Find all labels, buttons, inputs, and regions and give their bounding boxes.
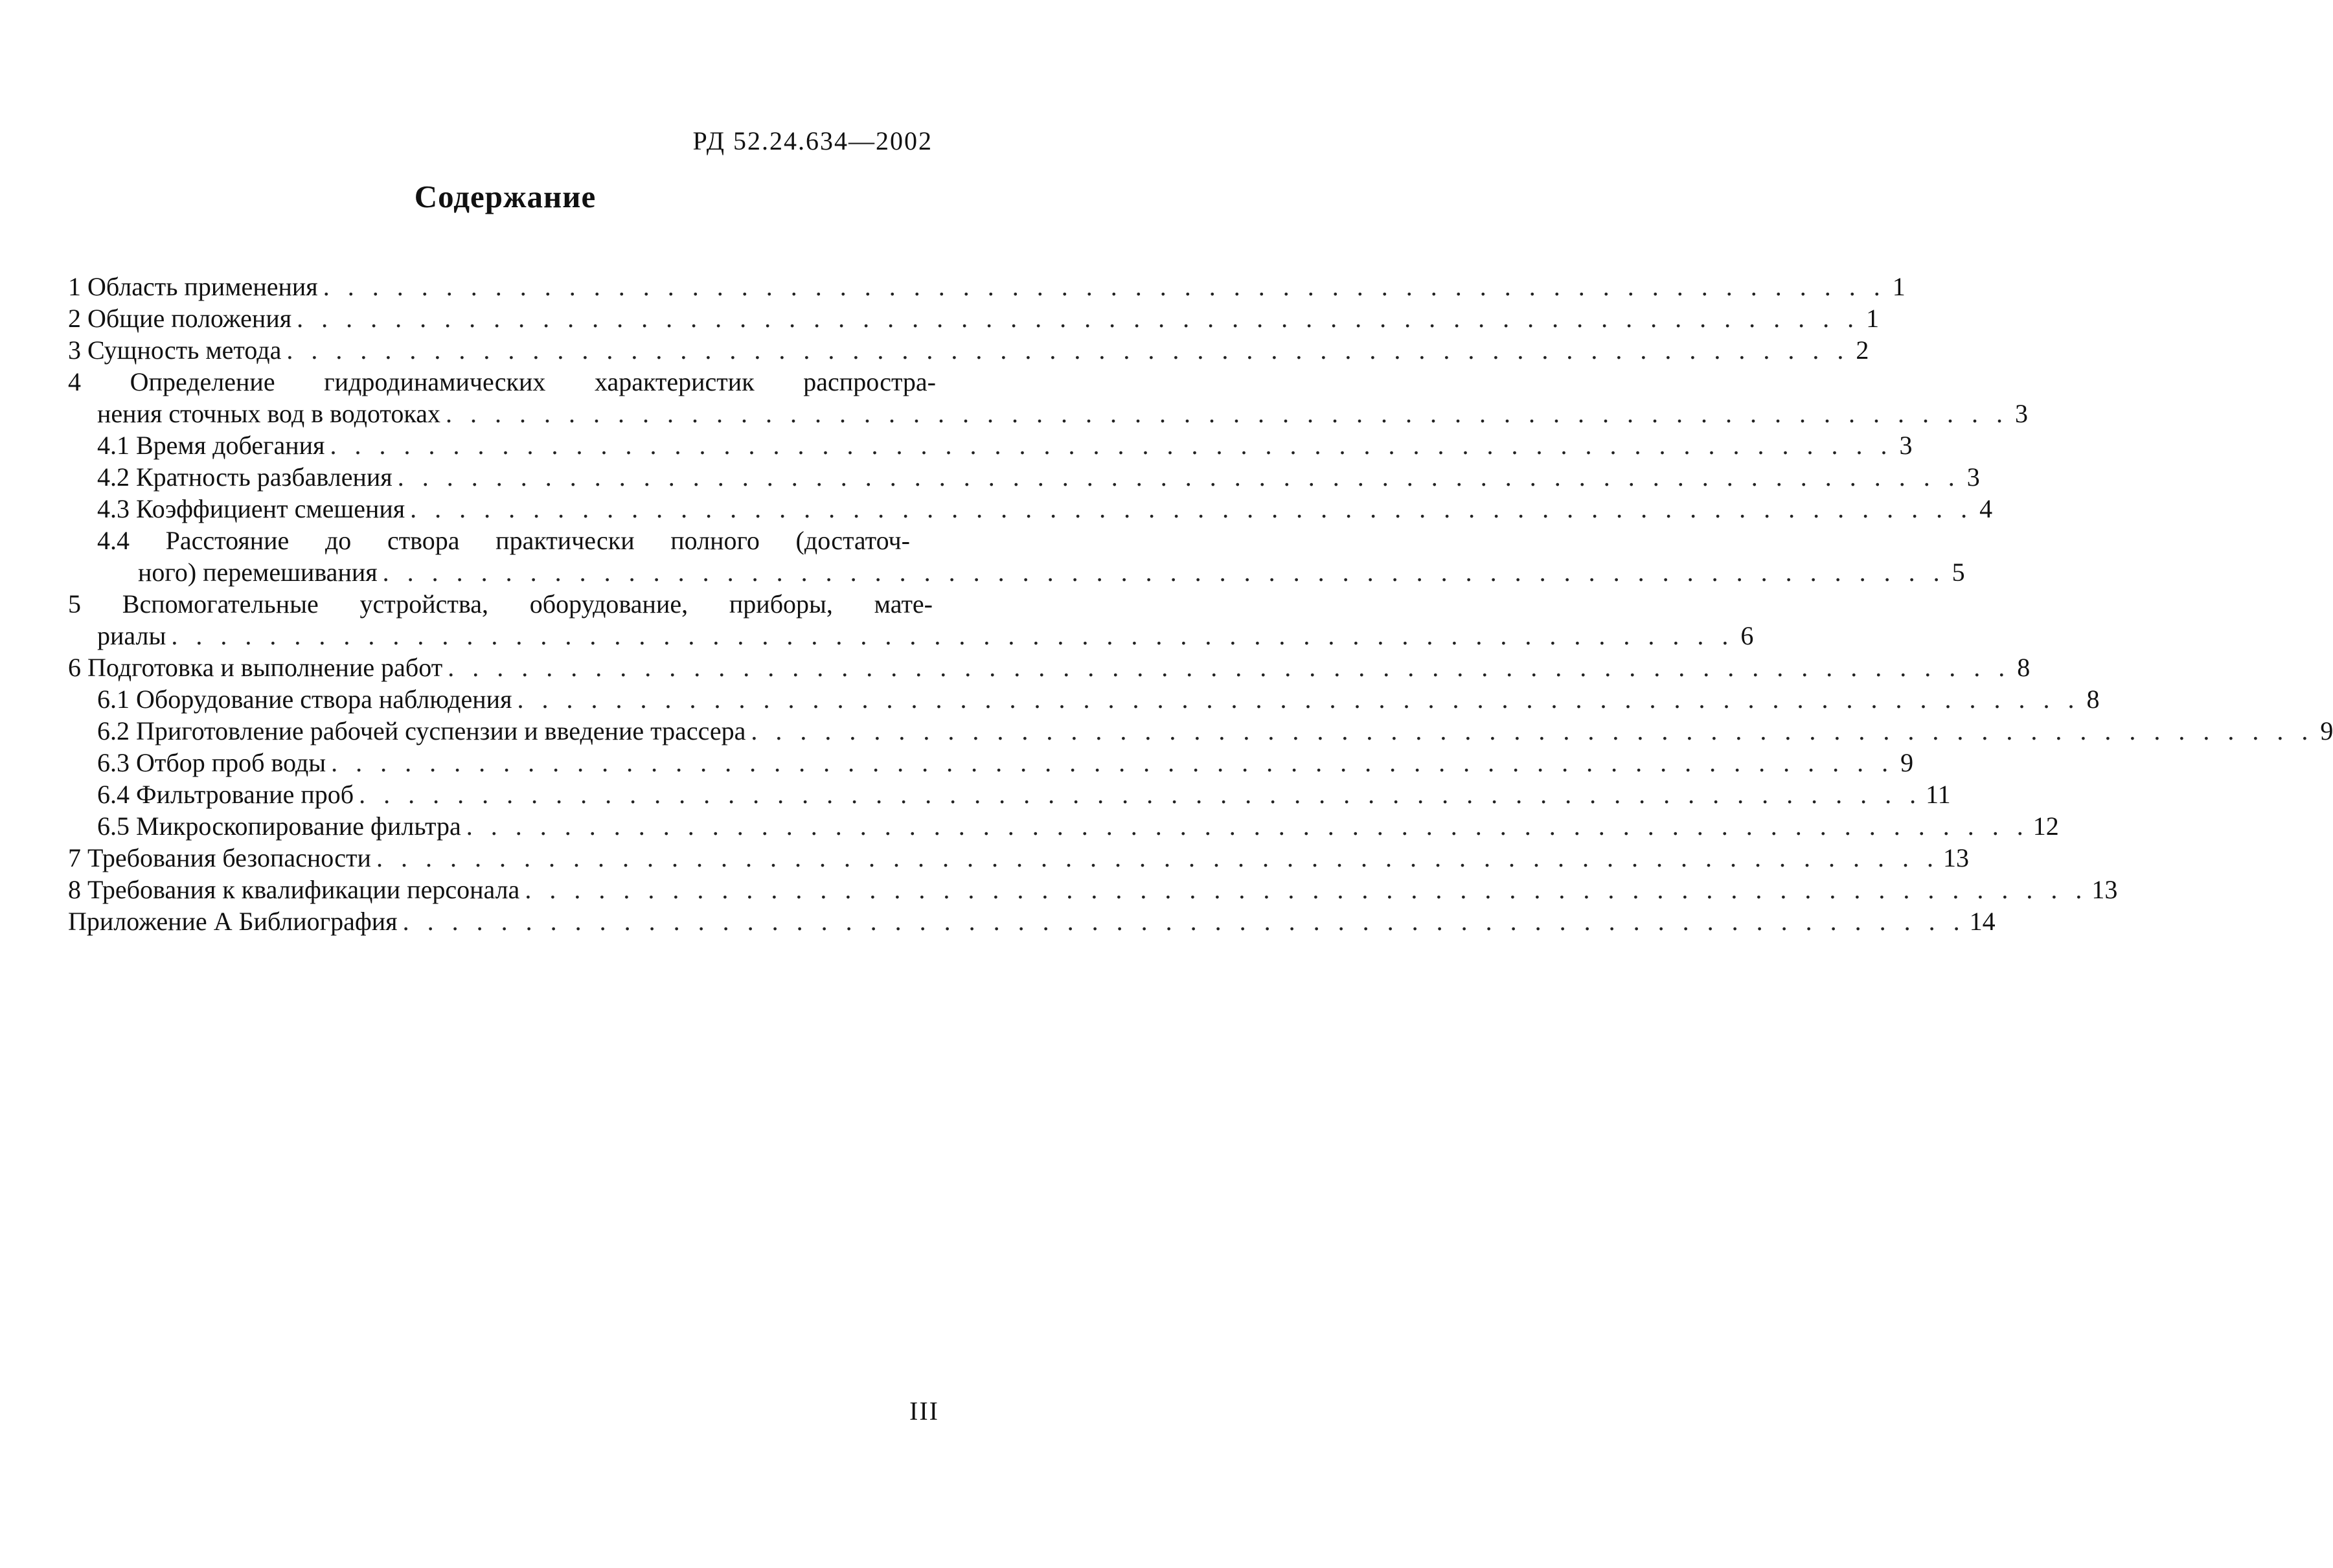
- toc-entry-label: Приложение А Библиография: [68, 907, 398, 936]
- toc-entry-page: 1: [1866, 304, 1880, 333]
- toc-leader: . . . . . . . . . . . . . . . . . . . . . . . . . . . . . . . . . . . . . . . . . . . . . . . . . . . . . . . . . . . . . . . .: [466, 812, 2029, 841]
- toc-leader: . . . . . . . . . . . . . . . . . . . . . . . . . . . . . . . . . . . . . . . . . . . . . . . . . . . . . . . . . . . . . . . .: [286, 335, 1850, 365]
- toc-entry-7[interactable]: [68, 842, 1969, 874]
- toc-entry-page: 13: [2091, 875, 2118, 904]
- toc-entry-page: 3: [1899, 431, 1913, 460]
- toc-leader: . . . . . . . . . . . . . . . . . . . . . . . . . . . . . . . . . . . . . . . . . . . . . . . . . . . . . . . . . . . . . . . .: [448, 653, 2011, 682]
- toc-entry-4-1[interactable]: [68, 429, 1913, 461]
- toc-entry-page: 12: [2032, 812, 2059, 841]
- toc-entry-page: 9: [2320, 716, 2333, 745]
- toc-entry-page: 13: [1942, 843, 1969, 872]
- toc-entry-page: 3: [2014, 399, 2028, 428]
- toc-entry-2[interactable]: [68, 302, 1880, 334]
- toc-entry-8[interactable]: [68, 874, 2118, 905]
- toc-entry-page: 4: [1979, 494, 1993, 523]
- toc-entry-4-4-first-line[interactable]: 4.4 Расстояние до створа практически полного (достаточ-: [97, 526, 910, 555]
- toc-leader: . . . . . . . . . . . . . . . . . . . . . . . . . . . . . . . . . . . . . . . . . . . . . . . . . . . . . . . . . . . . . . . .: [402, 907, 1966, 936]
- toc-entry-label: 6.1 Оборудование створа наблюдения: [97, 685, 512, 714]
- toc-leader: . . . . . . . . . . . . . . . . . . . . . . . . . . . . . . . . . . . . . . . . . . . . . . . . . . . . . . . . . . . . . . . .: [525, 875, 2088, 904]
- toc-entry-page: 8: [2086, 685, 2100, 714]
- toc-leader: . . . . . . . . . . . . . . . . . . . . . . . . . . . . . . . . . . . . . . . . . . . . . . . . . . . . . . . . . . . . . . . .: [359, 780, 1922, 809]
- toc-entry-label: 6.5 Микроскопирование фильтра: [97, 812, 461, 841]
- toc-entry-6-4[interactable]: [68, 778, 1951, 810]
- toc-entry-page: 3: [1966, 462, 1980, 492]
- toc-entry-label: 6.2 Приготовление рабочей суспензии и введение трассера: [97, 716, 746, 745]
- toc-leader: . . . . . . . . . . . . . . . . . . . . . . . . . . . . . . . . . . . . . . . . . . . . . . . . . . . . . . . . . . . . . . . .: [331, 748, 1895, 777]
- toc-entry-page: 8: [2017, 653, 2031, 682]
- toc-entry-6[interactable]: [68, 652, 2031, 683]
- toc-entry-label: 4.1 Время добегания: [97, 431, 325, 460]
- toc-entry-page: 1: [1892, 272, 1906, 301]
- toc-entry-label: 2 Общие положения: [68, 304, 292, 333]
- toc-leader: . . . . . . . . . . . . . . . . . . . . . . . . . . . . . . . . . . . . . . . . . . . . . . . . . . . . . . . . . . . . . . . .: [397, 462, 1961, 492]
- toc-entry-label: нения сточных вод в водотоках: [97, 399, 440, 428]
- toc-entry-label: 7 Требования безопасности: [68, 843, 371, 872]
- page-title: Содержание: [414, 179, 597, 214]
- toc-entry-5-first-line[interactable]: 5 Вспомогательные устройства, оборудование, приборы, мате-: [68, 589, 933, 619]
- toc-entry-label: 8 Требования к квалификации персонала: [68, 875, 520, 904]
- toc-leader: . . . . . . . . . . . . . . . . . . . . . . . . . . . . . . . . . . . . . . . . . . . . . . . . . . . . . . . . . . . . . . . .: [382, 558, 1946, 587]
- toc-entry-label: риалы: [97, 621, 166, 650]
- toc-entry-5[interactable]: [68, 620, 1754, 652]
- toc-leader: . . . . . . . . . . . . . . . . . . . . . . . . . . . . . . . . . . . . . . . . . . . . . . . . . . . . . . . . . . . . . . . .: [323, 272, 1886, 301]
- toc-entry-6-2[interactable]: [68, 715, 2333, 747]
- toc-entry-label: 1 Область применения: [68, 272, 318, 301]
- toc-entry-page: 6: [1740, 621, 1754, 650]
- toc-leader: . . . . . . . . . . . . . . . . . . . . . . . . . . . . . . . . . . . . . . . . . . . . . . . . . . . . . . . . . . . . . . . .: [376, 843, 1939, 872]
- toc-entry-4-first-line[interactable]: 4 Определение гидродинамических характеристик распростра-: [68, 367, 936, 396]
- toc-entry-appendix-a[interactable]: [68, 905, 1996, 937]
- toc-entry-label: 4.2 Кратность разбавления: [97, 462, 393, 492]
- toc-entry-4-2[interactable]: [68, 461, 1980, 493]
- toc-entry-page: 2: [1856, 335, 1869, 365]
- document-code: РД 52.24.634—2002: [692, 126, 933, 155]
- toc-entry-4[interactable]: [68, 398, 2028, 429]
- toc-entry-label: ного) перемешивания: [138, 558, 378, 587]
- toc-entry-label: 6.4 Фильтрование проб: [97, 780, 354, 809]
- toc-leader: . . . . . . . . . . . . . . . . . . . . . . . . . . . . . . . . . . . . . . . . . . . . . . . . . . . . . . . . . . . . . . . .: [410, 494, 1974, 523]
- toc-leader: . . . . . . . . . . . . . . . . . . . . . . . . . . . . . . . . . . . . . . . . . . . . . . . . . . . . . . . . . . . . . . . .: [751, 716, 2314, 745]
- toc-leader: . . . . . . . . . . . . . . . . . . . . . . . . . . . . . . . . . . . . . . . . . . . . . . . . . . . . . . . . . . . . . . . .: [171, 621, 1735, 650]
- toc-entry-page: 14: [1969, 907, 1996, 936]
- toc-entry-6-3[interactable]: [68, 747, 1914, 778]
- page-number: III: [909, 1396, 939, 1426]
- toc-entry-label: 3 Сущность метода: [68, 335, 282, 365]
- table-of-contents: [68, 271, 2333, 937]
- toc-entry-page: 5: [1952, 558, 1965, 587]
- toc-entry-4-4[interactable]: [68, 556, 1965, 588]
- toc-entry-6-5[interactable]: [68, 810, 2059, 842]
- toc-entry-4-3[interactable]: [68, 493, 1993, 525]
- toc-entry-label: 6.3 Отбор проб воды: [97, 748, 326, 777]
- toc-entry-3[interactable]: [68, 334, 1869, 366]
- toc-entry-1[interactable]: [68, 271, 1906, 302]
- toc-entry-page: 9: [1900, 748, 1914, 777]
- toc-leader: . . . . . . . . . . . . . . . . . . . . . . . . . . . . . . . . . . . . . . . . . . . . . . . . . . . . . . . . . . . . . . . .: [445, 399, 2009, 428]
- toc-entry-6-1[interactable]: [68, 683, 2100, 715]
- toc-leader: . . . . . . . . . . . . . . . . . . . . . . . . . . . . . . . . . . . . . . . . . . . . . . . . . . . . . . . . . . . . . . . .: [297, 304, 1860, 333]
- toc-entry-label: 6 Подготовка и выполнение работ: [68, 653, 443, 682]
- toc-entry-label: 4.3 Коэффициент смешения: [97, 494, 405, 523]
- toc-leader: . . . . . . . . . . . . . . . . . . . . . . . . . . . . . . . . . . . . . . . . . . . . . . . . . . . . . . . . . . . . . . . .: [330, 431, 1893, 460]
- toc-entry-page: 11: [1926, 780, 1951, 809]
- toc-leader: . . . . . . . . . . . . . . . . . . . . . . . . . . . . . . . . . . . . . . . . . . . . . . . . . . . . . . . . . . . . . . . .: [517, 685, 2080, 714]
